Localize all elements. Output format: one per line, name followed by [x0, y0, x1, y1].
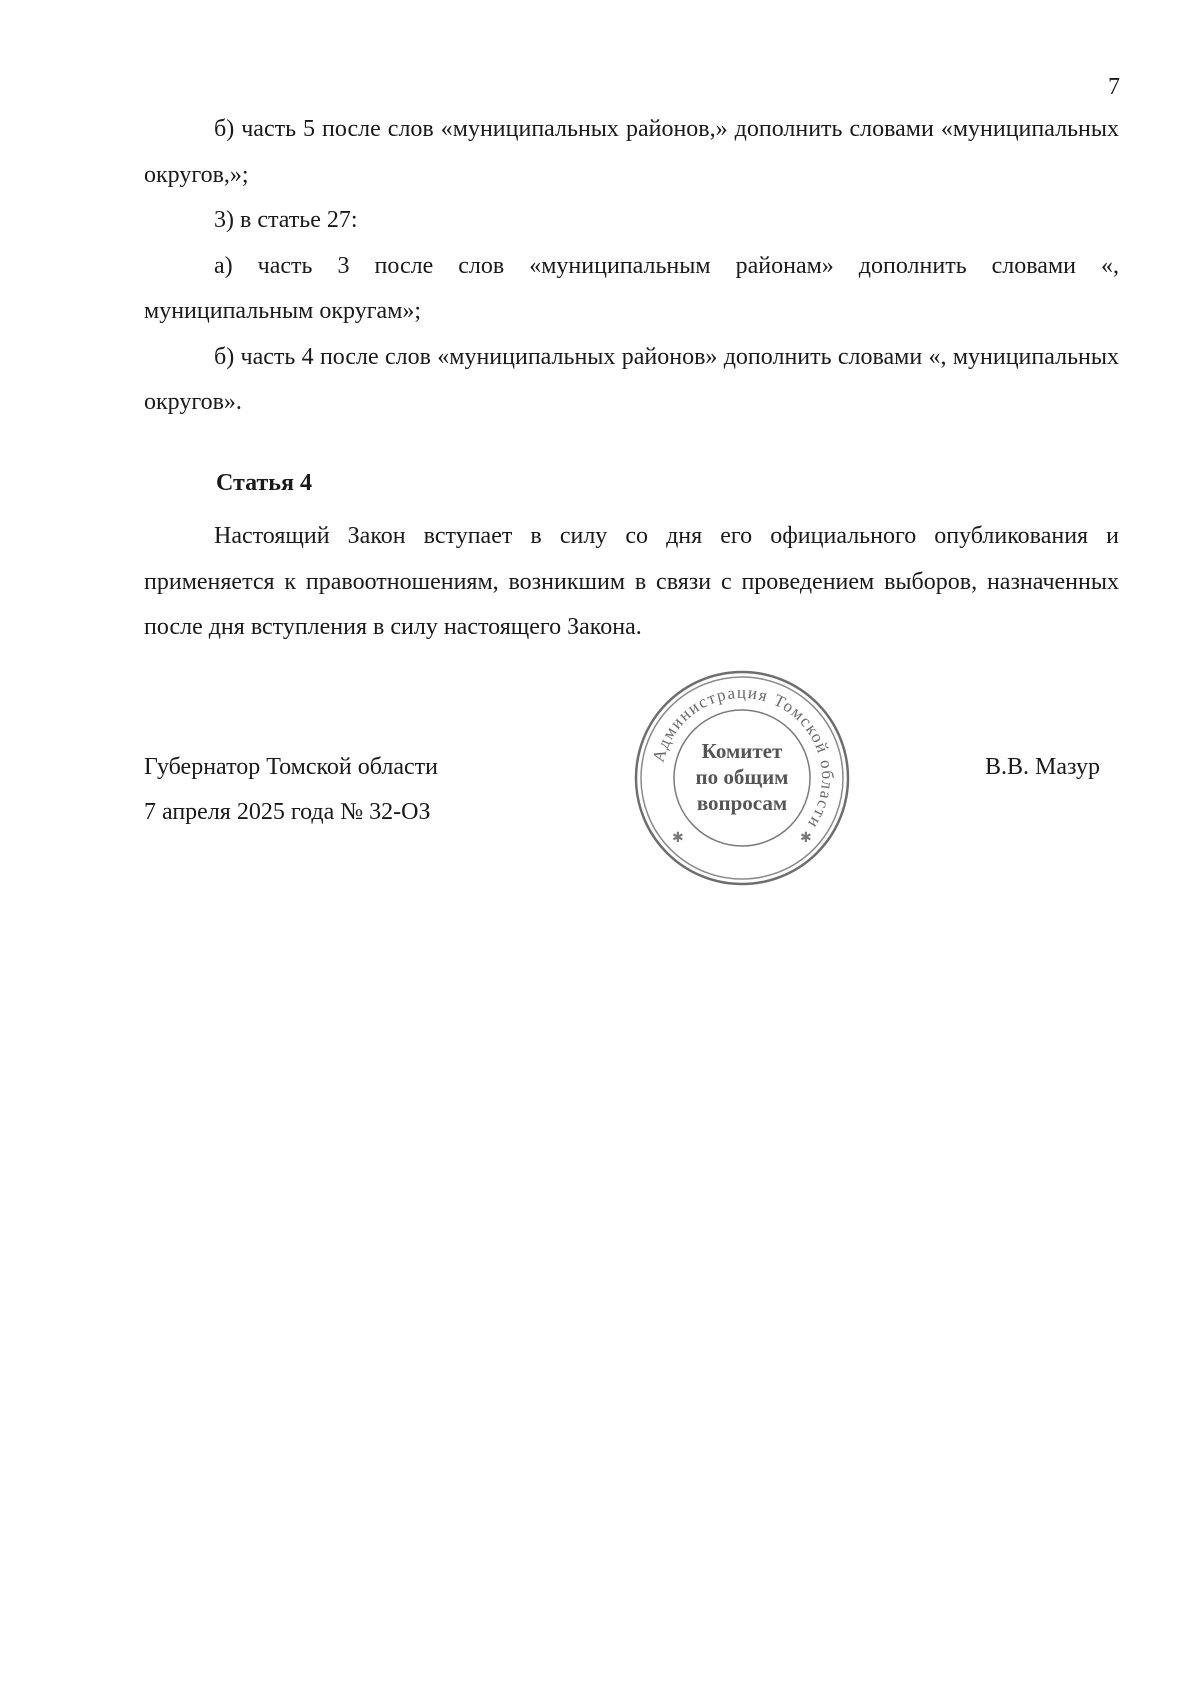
signatory-position: Губернатор Томской области [144, 754, 438, 780]
stamp-inner-line1: Комитет [701, 739, 783, 763]
stamp-inner-line3: вопросам [696, 791, 788, 815]
official-stamp [632, 668, 852, 888]
signatory-name: В.В. Мазур [985, 754, 1100, 780]
stamp-inner-line2: по общим [695, 765, 789, 789]
paragraph-b-part4: б) часть 4 после слов «муниципальных районов» дополнить словами «, муниципальных округов». [144, 343, 1119, 415]
amendments-text [144, 107, 1119, 426]
paragraph-a-part3: а) часть 3 после слов «муниципальным районам» дополнить словами «, муниципальным округам»; [144, 252, 1119, 324]
paragraph-b-part5: б) часть 5 после слов «муниципальных районов,» дополнить словами «муниципальных округов,»; [144, 116, 1119, 188]
stamp-star-left: ✱ [672, 830, 684, 846]
signature-block [144, 745, 438, 835]
article-heading: Статья 4 [216, 470, 312, 496]
stamp-star-right: ✱ [800, 830, 812, 846]
stamp-outer-text: Администрация Томской области [648, 682, 838, 833]
article-text: Настоящий Закон вступает в силу со дня его официального опубликования и применяется к правоотношениям, возникшим в связи с проведением выборов, назначенных после дня вступления в силу настоящего Закона. [144, 523, 1119, 640]
page-number: 7 [1108, 74, 1120, 100]
law-date-number: 7 апреля 2025 года № 32-ОЗ [144, 799, 431, 825]
article-body [144, 514, 1119, 651]
paragraph-article27: 3) в статье 27: [214, 207, 358, 233]
